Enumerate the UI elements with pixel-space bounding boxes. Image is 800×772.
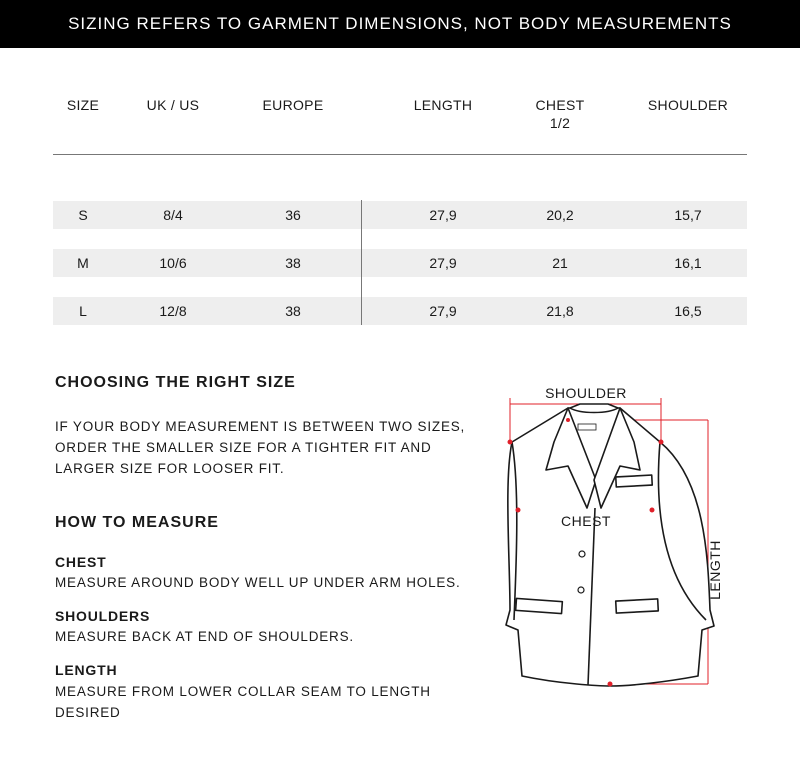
- header-chest-line2: 1/2: [549, 115, 571, 131]
- how-to-measure-title: HOW TO MEASURE: [55, 514, 219, 531]
- length-text-line-1: MEASURE FROM LOWER COLLAR SEAM TO LENGTH: [55, 684, 431, 699]
- collar-tag: [578, 424, 596, 430]
- length-label: LENGTH: [707, 540, 723, 600]
- cell-ukus: 8/4: [163, 207, 183, 223]
- jacket-button-bottom: [578, 587, 584, 593]
- jacket-illustration: [470, 380, 750, 700]
- cell-shoulder: 16,1: [674, 255, 702, 271]
- header-length: LENGTH: [413, 97, 473, 113]
- jacket-outline: [506, 404, 714, 686]
- cell-size: M: [77, 255, 89, 271]
- table-row: [53, 297, 747, 325]
- top-banner: [0, 0, 800, 48]
- length-title: LENGTH: [55, 662, 118, 678]
- cell-ukus: 10/6: [159, 255, 187, 271]
- header-divider: [53, 154, 747, 155]
- cell-length: 27,9: [429, 303, 457, 319]
- cell-chest: 21,8: [546, 303, 574, 319]
- chest-title: CHEST: [55, 554, 107, 570]
- cell-europe: 38: [285, 255, 301, 271]
- header-europe: EUROPE: [262, 97, 324, 113]
- cell-length: 27,9: [429, 255, 457, 271]
- cell-chest: 20,2: [546, 207, 574, 223]
- shoulders-title: SHOULDERS: [55, 608, 151, 624]
- cell-ukus: 12/8: [159, 303, 187, 319]
- length-text-line-2: DESIRED: [55, 705, 121, 720]
- header-size: SIZE: [66, 97, 100, 113]
- cell-europe: 36: [285, 207, 301, 223]
- header-chest: [520, 96, 600, 132]
- table-row: [53, 249, 747, 277]
- header-shoulder: SHOULDER: [647, 97, 729, 113]
- choosing-title: CHOOSING THE RIGHT SIZE: [55, 374, 296, 391]
- header-ukus: UK / US: [146, 97, 200, 113]
- cell-europe: 38: [285, 303, 301, 319]
- cell-size: S: [78, 207, 88, 223]
- cell-length: 27,9: [429, 207, 457, 223]
- cell-size: L: [79, 303, 87, 319]
- jacket-button-top: [579, 551, 585, 557]
- choosing-line-3: LARGER SIZE FOR LOOSER FIT.: [55, 461, 285, 476]
- choosing-line-2: ORDER THE SMALLER SIZE FOR A TIGHTER FIT AND: [55, 440, 432, 455]
- header-chest-line1: CHEST: [535, 97, 585, 113]
- chest-text: MEASURE AROUND BODY WELL UP UNDER ARM HOLES.: [55, 575, 461, 590]
- jacket-diagram: [470, 380, 750, 700]
- cell-shoulder: 15,7: [674, 207, 702, 223]
- table-row: [53, 201, 747, 229]
- shoulders-text: MEASURE BACK AT END OF SHOULDERS.: [55, 629, 354, 644]
- cell-chest: 21: [552, 255, 568, 271]
- banner-text: SIZING REFERS TO GARMENT DIMENSIONS, NOT BODY MEASUREMENTS: [68, 14, 732, 33]
- cell-shoulder: 16,5: [674, 303, 702, 319]
- choosing-line-1: IF YOUR BODY MEASUREMENT IS BETWEEN TWO SIZES,: [55, 419, 466, 434]
- table-column-divider: [361, 200, 362, 325]
- chest-label: CHEST: [561, 513, 611, 529]
- shoulder-label: SHOULDER: [545, 385, 627, 401]
- size-table-header: [53, 96, 747, 156]
